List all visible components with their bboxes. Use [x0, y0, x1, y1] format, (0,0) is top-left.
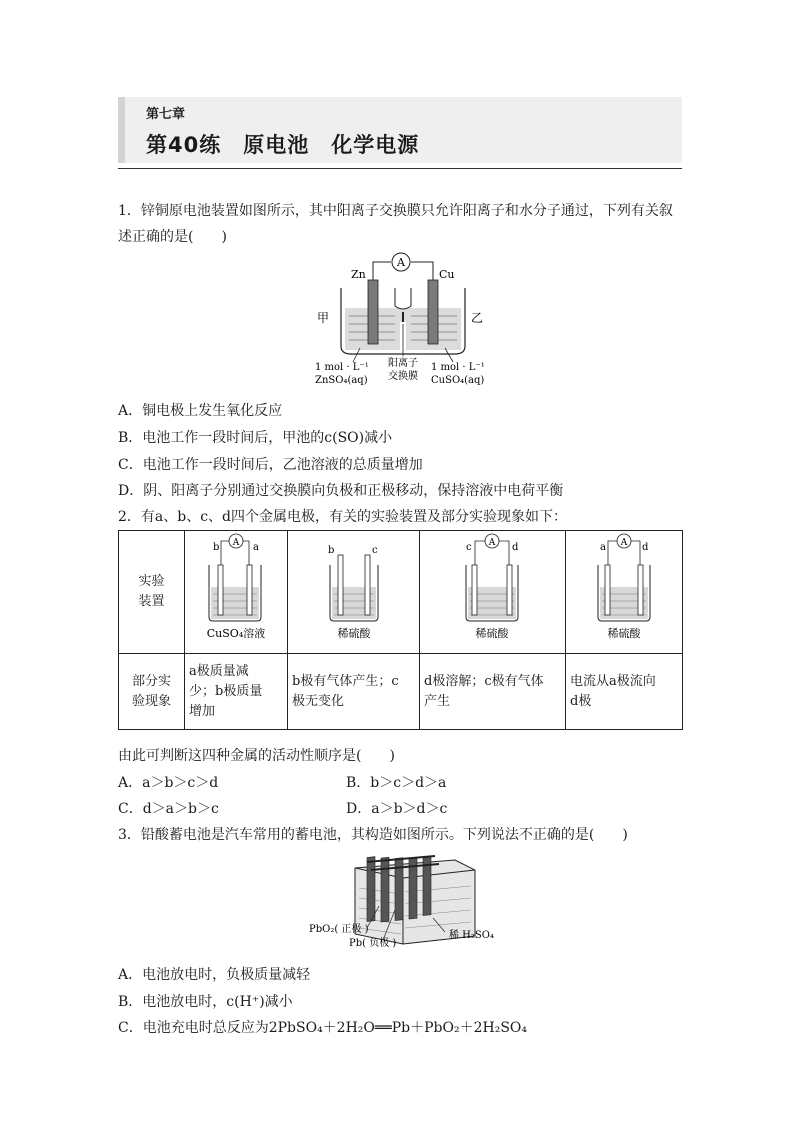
cu-label: Cu: [439, 268, 455, 281]
q2-stem: 2．有a、b、c、d四个金属电极，有关的实验装置及部分实验现象如下：: [118, 509, 568, 525]
q3-option-c: C．电池充电时总反应为2PbSO₄＋2H₂O══Pb＋PbO₂＋2H₂SO₄: [118, 1020, 528, 1036]
membrane-label-line1: 阳离子: [388, 358, 418, 369]
q3-stem: 3．铅酸蓄电池是汽车常用的蓄电池，其构造如图所示。下列说法不正确的是( ): [118, 827, 628, 843]
chapter-label: 第七章: [146, 107, 186, 122]
apparatus-cell-3: [420, 531, 566, 654]
svg-text:稀硫酸: 稀硫酸: [607, 627, 641, 640]
q1-option-d: D．阴、阳离子分别通过交换膜向负极和正极移动，保持溶液中电荷平衡: [118, 483, 564, 499]
q3-lead-acid-battery-figure: [305, 848, 505, 958]
svg-text:c: c: [466, 542, 472, 553]
q2-option-a: A．a＞b＞c＞d: [118, 775, 219, 791]
right-concentration: 1 mol · L⁻¹: [431, 362, 485, 373]
electrode: [507, 565, 512, 615]
zn-label: Zn: [351, 268, 366, 281]
vessel-divider: [395, 288, 411, 309]
apparatus-cell-1: [185, 531, 288, 654]
svg-text:稀硫酸: 稀硫酸: [475, 627, 509, 640]
electrode: [338, 555, 343, 615]
svg-text:b: b: [213, 542, 220, 553]
header-accent-bar: [118, 97, 125, 163]
left-concentration: 1 mol · L⁻¹: [315, 362, 369, 373]
pb-label: Pb( 负极 ): [349, 938, 397, 949]
q1-stem-line2: 述正确的是( ): [118, 229, 227, 245]
phenomenon-cell-2: b极有气体产生；c 极无变化: [288, 654, 420, 730]
svg-text:CuSO₄溶液: CuSO₄溶液: [206, 627, 266, 640]
row-header-apparatus: 实验 装置: [119, 531, 185, 654]
apparatus-3-figure: [420, 531, 566, 646]
electrode: [472, 565, 477, 615]
phenomenon-cell-4: 电流从a极流向 d极: [566, 654, 683, 730]
q2-option-b: B．b＞c＞d＞a: [346, 775, 447, 791]
apparatus-4-figure: [566, 531, 683, 646]
q1-option-a: A．铜电极上发生氧化反应: [118, 403, 283, 419]
svg-text:a: a: [253, 542, 259, 553]
svg-text:b: b: [328, 545, 335, 556]
apparatus-cell-4: [566, 531, 683, 654]
q3-option-b: B．电池放电时，c(H⁺)减小: [118, 994, 293, 1010]
electrode: [638, 565, 643, 615]
row-header-phenomena: 部分实 验现象: [119, 654, 185, 730]
svg-text:d: d: [642, 542, 649, 553]
q1-option-b: B．电池工作一段时间后，甲池的c(SO)减小: [118, 430, 393, 446]
electrode: [365, 555, 370, 615]
cu-electrode: [428, 280, 438, 344]
q1-option-c: C．电池工作一段时间后，乙池溶液的总质量增加: [118, 457, 423, 473]
zn-electrode: [368, 280, 378, 344]
svg-text:d: d: [512, 542, 519, 553]
q2-option-d: D．a＞b＞d＞c: [346, 801, 448, 817]
apparatus-cell-2: [288, 531, 420, 654]
svg-text:a: a: [600, 542, 606, 553]
left-cell-label: 甲: [317, 311, 330, 325]
q3-option-a: A．电池放电时，负极质量减轻: [118, 967, 311, 983]
ammeter-label: A: [397, 256, 405, 269]
svg-text:A: A: [488, 538, 496, 548]
q2-experiment-table: [118, 530, 683, 730]
acid-label: 稀 H₂SO₄: [449, 930, 494, 941]
q2-option-c: C．d＞a＞b＞c: [118, 801, 219, 817]
q1-galvanic-cell-figure: [305, 250, 505, 390]
title-divider: [118, 168, 682, 169]
phenomenon-cell-1: a极质量减 少；b极质量 增加: [185, 654, 288, 730]
svg-text:A: A: [232, 538, 240, 548]
table-row-apparatus: [119, 531, 683, 654]
q1-stem-line1: 1．锌铜原电池装置如图所示，其中阳离子交换膜只允许阳离子和水分子通过，下列有关叙: [118, 203, 673, 219]
electrode: [605, 565, 610, 615]
q2-conclusion: 由此可判断这四种金属的活动性顺序是( ): [118, 748, 395, 764]
phenomenon-cell-3: d极溶解；c极有气体 产生: [420, 654, 566, 730]
left-solution-name: ZnSO₄(aq): [315, 375, 368, 386]
table-row-phenomena: [119, 654, 683, 730]
apparatus-1-figure: [185, 531, 288, 646]
svg-text:c: c: [372, 545, 378, 556]
apparatus-2-figure: [288, 531, 420, 646]
svg-text:稀硫酸: 稀硫酸: [337, 627, 371, 640]
right-solution-name: CuSO₄(aq): [431, 375, 485, 386]
membrane-label-line2: 交换膜: [388, 371, 418, 382]
page-title: 第40练 原电池 化学电源: [146, 133, 420, 157]
electrode: [218, 565, 223, 615]
svg-text:A: A: [620, 538, 628, 548]
electrode: [247, 565, 252, 615]
right-cell-label: 乙: [471, 311, 484, 325]
pbo2-label: PbO₂( 正极 ): [309, 924, 369, 935]
